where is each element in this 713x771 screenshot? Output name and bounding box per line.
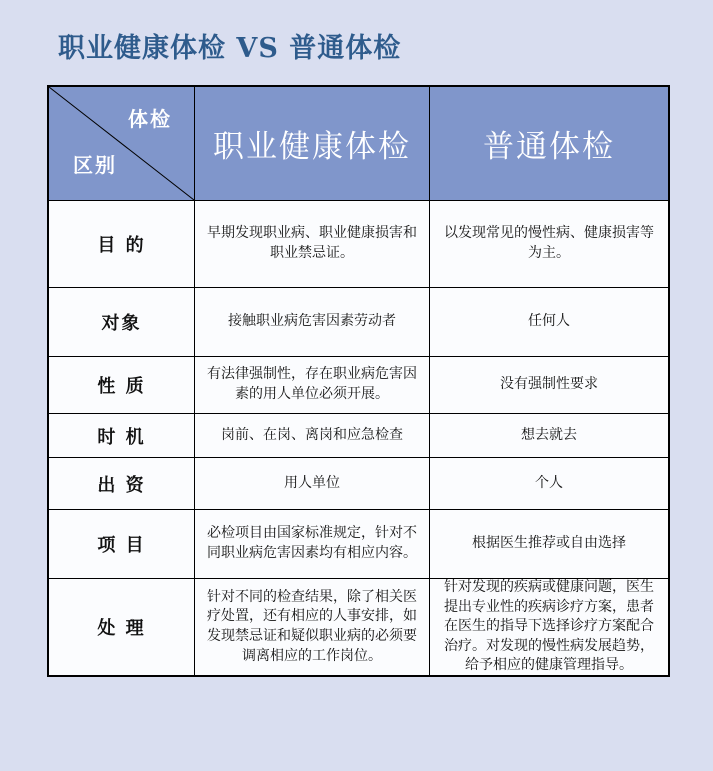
- row-label-timing: 时 机: [49, 414, 194, 457]
- cell-purpose-occupational: 早期发现职业病、职业健康损害和职业禁忌证。: [195, 201, 429, 287]
- cell-handling-general: 针对发现的疾病或健康问题，医生提出专业性的疾病诊疗方案，患者在医生的指导下选择诊疗方案配合治疗。对发现的慢性病发展趋势，给予相应的健康管理指导。: [430, 579, 668, 675]
- corner-label-difference: 区别: [73, 153, 117, 177]
- row-label-funding: 出 资: [49, 458, 194, 509]
- cell-target-occupational: 接触职业病危害因素劳动者: [195, 288, 429, 356]
- row-label-items: 项 目: [49, 510, 194, 578]
- diagonal-line-icon: [49, 87, 194, 200]
- cell-timing-occupational: 岗前、在岗、离岗和应急检查: [195, 414, 429, 457]
- corner-label-checkup: 体检: [128, 107, 172, 131]
- corner-cell: [49, 87, 194, 200]
- row-label-purpose: 目 的: [49, 201, 194, 287]
- cell-target-general: 任何人: [430, 288, 668, 356]
- cell-timing-general: 想去就去: [430, 414, 668, 457]
- cell-funding-occupational: 用人单位: [195, 458, 429, 509]
- cell-purpose-general: 以发现常见的慢性病、健康损害等为主。: [430, 201, 668, 287]
- cell-funding-general: 个人: [430, 458, 668, 509]
- column-header-general: 普通体检: [430, 87, 668, 200]
- cell-items-general: 根据医生推荐或自由选择: [430, 510, 668, 578]
- page-title: 职业健康体检 VS 普通体检: [58, 33, 402, 64]
- row-label-target: 对象: [49, 288, 194, 356]
- cell-handling-occupational: 针对不同的检查结果，除了相关医疗处置，还有相应的人事安排，如发现禁忌证和疑似职业病的必须要调离相应的工作岗位。: [195, 579, 429, 675]
- cell-nature-occupational: 有法律强制性，存在职业病危害因素的用人单位必须开展。: [195, 357, 429, 413]
- row-label-nature: 性 质: [49, 357, 194, 413]
- comparison-table: [47, 85, 670, 677]
- cell-nature-general: 没有强制性要求: [430, 357, 668, 413]
- cell-items-occupational: 必检项目由国家标准规定，针对不同职业病危害因素均有相应内容。: [195, 510, 429, 578]
- column-header-occupational: 职业健康体检: [195, 87, 429, 200]
- row-label-handling: 处 理: [49, 579, 194, 675]
